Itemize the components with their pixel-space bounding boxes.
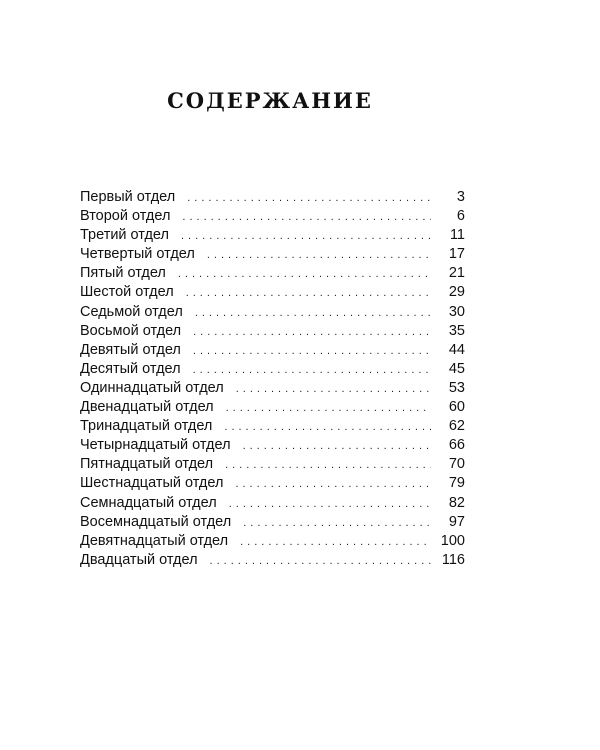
toc-entry [80, 417, 465, 436]
toc-entry-label: Двадцатый отдел [80, 551, 198, 568]
toc-entry-label: Тринадцатый отдел [80, 418, 213, 435]
toc-dot-leader [187, 189, 431, 208]
toc-entry-page: 79 [448, 475, 465, 492]
toc-dot-leader [243, 437, 431, 456]
toc-entry [80, 379, 465, 398]
toc-entry-page: 70 [448, 456, 465, 473]
toc-entry-page: 116 [441, 551, 465, 568]
toc-entry-page: 45 [448, 360, 465, 377]
toc-entry [80, 436, 465, 455]
toc-entry-label: Пятнадцатый отдел [80, 456, 214, 473]
toc-dot-leader [182, 208, 431, 227]
page-title: СОДЕРЖАНИЕ [167, 88, 373, 113]
toc-entry-page: 3 [456, 189, 465, 205]
toc-entry [80, 303, 465, 322]
toc-dot-leader [229, 495, 431, 514]
toc-dot-leader [236, 380, 431, 399]
toc-entry [80, 188, 465, 207]
toc-entry-label: Девятнадцатый отдел [80, 532, 229, 549]
toc-entry [80, 322, 465, 341]
toc-entry-page: 82 [448, 494, 465, 511]
toc-entry-label: Двенадцатый отдел [80, 399, 214, 416]
toc-entry-label: Семнадцатый отдел [80, 494, 217, 511]
toc-entry-page: 6 [456, 208, 465, 225]
toc-dot-leader [226, 399, 431, 418]
toc-entry [80, 341, 465, 360]
toc-dot-leader [193, 361, 431, 380]
toc-entry-page: 30 [448, 303, 465, 320]
toc-entry-page: 100 [440, 532, 465, 549]
toc-entry-page: 29 [448, 284, 465, 301]
toc-entry-label: Пятый отдел [80, 265, 166, 282]
toc-dot-leader [195, 304, 431, 323]
toc-dot-leader [240, 533, 431, 552]
toc-entry-label: Первый отдел [80, 189, 176, 205]
toc-entry-page: 35 [448, 322, 465, 339]
toc-entry-page: 17 [448, 246, 465, 263]
toc-entry-label: Шестнадцатый отдел [80, 475, 224, 492]
toc-dot-leader [225, 456, 431, 475]
toc-dot-leader [193, 323, 431, 342]
toc-dot-leader [210, 552, 431, 571]
toc-entry [80, 360, 465, 379]
toc-dot-leader [243, 514, 431, 533]
toc-entry [80, 245, 465, 264]
toc-entry-page: 11 [449, 227, 465, 244]
toc-dot-leader [178, 265, 431, 284]
toc-dot-leader [181, 227, 431, 246]
toc-entry-page: 44 [448, 341, 465, 358]
toc-entry [80, 264, 465, 283]
toc-entry-page: 66 [448, 437, 465, 454]
toc-dot-leader [207, 246, 431, 265]
toc-entry [80, 551, 465, 570]
toc-dot-leader [224, 418, 431, 437]
toc-entry-page: 97 [448, 513, 465, 530]
toc-entry [80, 532, 465, 551]
toc-entry-label: Одиннадцатый отдел [80, 379, 224, 396]
toc-entry-label: Седьмой отдел [80, 303, 183, 320]
toc-entry-label: Восьмой отдел [80, 322, 182, 339]
toc-dot-leader [186, 284, 431, 303]
toc-entry-label: Третий отдел [80, 227, 169, 244]
toc-entry-label: Четырнадцатый отдел [80, 437, 231, 454]
toc-entry [80, 513, 465, 532]
toc-entry [80, 226, 465, 245]
toc-entry [80, 494, 465, 513]
toc-entry-page: 21 [448, 265, 465, 282]
toc-entry [80, 283, 465, 302]
toc-entry-label: Четвертый отдел [80, 246, 195, 263]
toc-entry-label: Второй отдел [80, 208, 171, 225]
toc-entry [80, 398, 465, 417]
toc-entry-page: 53 [448, 379, 465, 396]
toc-entry-label: Девятый отдел [80, 341, 181, 358]
toc-entry [80, 207, 465, 226]
toc-entry-label: Восемнадцатый отдел [80, 513, 232, 530]
toc-entry [80, 455, 465, 474]
toc-dot-leader [235, 475, 431, 494]
toc-dot-leader [193, 342, 431, 361]
toc-entry-page: 62 [448, 418, 465, 435]
toc-entry-label: Шестой отдел [80, 284, 174, 301]
toc-entry-label: Десятый отдел [80, 360, 181, 377]
table-of-contents [80, 188, 465, 570]
toc-entry [80, 474, 465, 493]
toc-entry-page: 60 [448, 399, 465, 416]
